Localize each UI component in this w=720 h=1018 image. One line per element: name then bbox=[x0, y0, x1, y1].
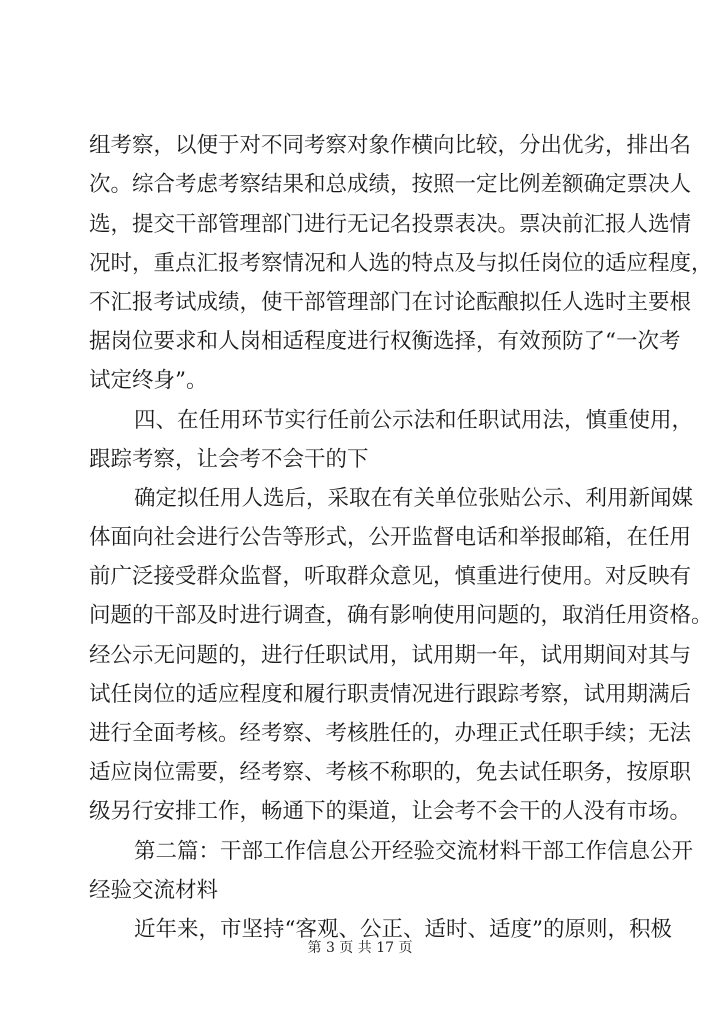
text-line: 近年来，市坚持“客观、公正、适时、适度”的原则，积极 bbox=[134, 917, 672, 942]
text-line: 问题的干部及时进行调查，确有影响使用问题的，取消任用资格。 bbox=[89, 603, 713, 628]
text-line: 体面向社会进行公告等形式，公开监督电话和举报邮箱，在任用 bbox=[89, 525, 692, 550]
page-number-footer: 第 3 页 共 17 页 bbox=[307, 940, 413, 956]
text-line: 级另行安排工作，畅通下的渠道，让会考不会干的人没有市场。 bbox=[89, 799, 692, 824]
text-line: 组考察，以便于对不同考察对象作横向比较，分出优劣，排出名 bbox=[89, 133, 692, 158]
section-heading-line: 跟踪考察，让会考不会干的下 bbox=[89, 447, 369, 472]
text-line: 试任岗位的适应程度和履行职责情况进行跟踪考察，试用期满后 bbox=[89, 682, 692, 707]
text-line: 次。综合考虑考察结果和总成绩，按照一定比例差额确定票决人 bbox=[89, 172, 692, 197]
text-line: 据岗位要求和人岗相适程度进行权衡选择，有效预防了“一次考 bbox=[89, 329, 681, 354]
chapter-title-line: 第二篇：干部工作信息公开经验交流材料干部工作信息公开 bbox=[134, 839, 694, 864]
chapter-title-line: 经验交流材料 bbox=[89, 878, 219, 903]
text-line: 试定终身”。 bbox=[89, 368, 208, 393]
text-line: 况时，重点汇报考察情况和人选的特点及与拟任岗位的适应程度， bbox=[89, 251, 713, 276]
text-line: 选，提交干部管理部门进行无记名投票表决。票决前汇报人选情 bbox=[89, 212, 692, 237]
text-line: 进行全面考核。经考察、考核胜任的，办理正式任职手续；无法 bbox=[89, 721, 692, 746]
text-line: 适应岗位需要，经考察、考核不称职的，免去试任职务，按原职 bbox=[89, 760, 692, 785]
text-line: 不汇报考试成绩，使干部管理部门在讨论酝酿拟任人选时主要根 bbox=[89, 290, 692, 315]
section-heading-line: 四、在任用环节实行任前公示法和任职试用法，慎重使用， bbox=[134, 408, 694, 433]
text-line: 前广泛接受群众监督，听取群众意见，慎重进行使用。对反映有 bbox=[89, 564, 692, 589]
text-line: 确定拟任用人选后，采取在有关单位张贴公示、利用新闻媒 bbox=[134, 486, 694, 511]
text-line: 经公示无问题的，进行任职试用，试用期一年，试用期间对其与 bbox=[89, 643, 692, 668]
